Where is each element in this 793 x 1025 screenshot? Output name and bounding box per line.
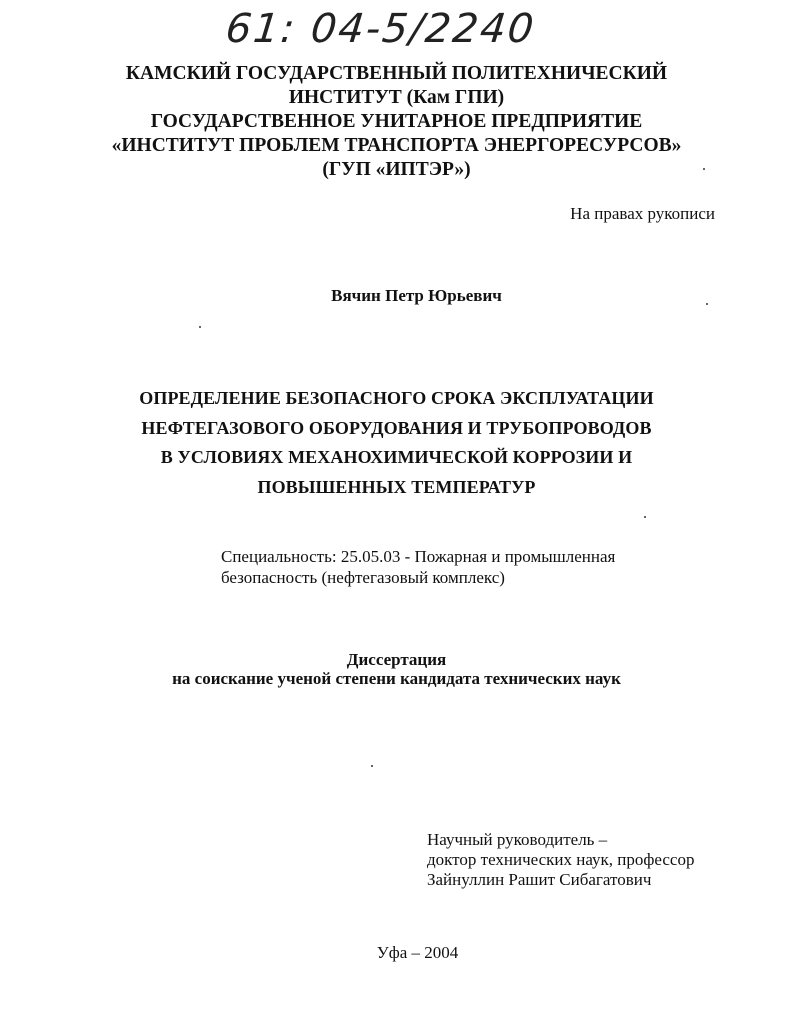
- supervisor-role: Научный руководитель –: [427, 830, 608, 849]
- dissertation-degree: [0, 650, 793, 688]
- institution-header: [0, 62, 793, 182]
- degree-description: на соискание ученой степени кандидата технических наук: [172, 669, 621, 688]
- scan-speck: [703, 168, 705, 170]
- specialty-line-1: Специальность: 25.05.03 - Пожарная и промышленная: [221, 547, 616, 566]
- rights-note: На правах рукописи: [570, 204, 715, 223]
- archive-handwritten-mark: 61: 04-5/2240: [223, 6, 538, 52]
- institution-line-1: КАМСКИЙ ГОСУДАРСТВЕННЫЙ ПОЛИТЕХНИЧЕСКИЙ: [125, 63, 668, 84]
- institution-line-4: «ИНСТИТУТ ПРОБЛЕМ ТРАНСПОРТА ЭНЕРГОРЕСУРСОВ»: [111, 135, 682, 156]
- dissertation-label: Диссертация: [346, 650, 447, 669]
- specialty-line-2: безопасность (нефтегазовый комплекс): [221, 568, 505, 587]
- author-name: Вячин Петр Юрьевич: [331, 286, 502, 305]
- title-line-3: В УСЛОВИЯХ МЕХАНОХИМИЧЕСКОЙ КОРРОЗИИ И: [160, 447, 633, 467]
- dissertation-title: [0, 384, 793, 502]
- scan-speck: [371, 765, 373, 767]
- title-line-4: ПОВЫШЕННЫХ ТЕМПЕРАТУР: [257, 476, 536, 497]
- institution-line-5: (ГУП «ИПТЭР»): [322, 159, 471, 180]
- scan-speck: [706, 303, 708, 305]
- title-line-2: НЕФТЕГАЗОВОГО ОБОРУДОВАНИЯ И ТРУБОПРОВОДОВ: [141, 417, 652, 438]
- supervisor-name: Зайнуллин Рашит Сибагатович: [427, 870, 652, 889]
- scan-speck: [644, 516, 646, 518]
- title-line-1: ОПРЕДЕЛЕНИЕ БЕЗОПАСНОГО СРОКА ЭКСПЛУАТАЦИИ: [139, 388, 654, 408]
- supervisor-block: [427, 830, 694, 890]
- specialty: [221, 546, 615, 588]
- institution-line-3: ГОСУДАРСТВЕННОЕ УНИТАРНОЕ ПРЕДПРИЯТИЕ: [150, 111, 643, 132]
- scan-speck: [199, 326, 201, 328]
- city-year: Уфа – 2004: [376, 943, 459, 962]
- institution-line-2: ИНСТИТУТ (Кам ГПИ): [288, 87, 505, 108]
- supervisor-degree: доктор технических наук, профессор: [427, 850, 695, 869]
